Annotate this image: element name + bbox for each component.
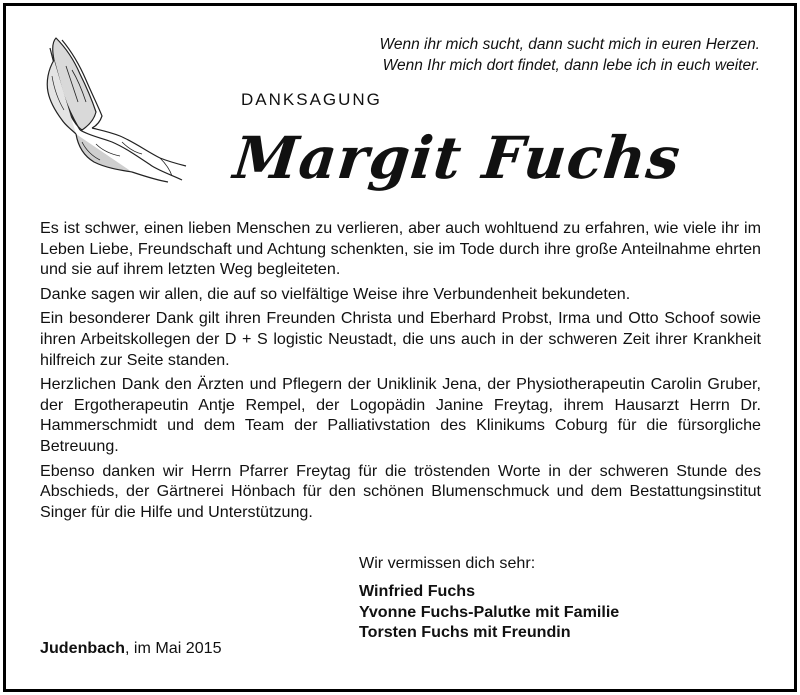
paragraph-2: Danke sagen wir allen, die auf so vielfältige Weise ihre Verbundenheit bekundeten. [40,284,631,303]
heading-danksagung: DANKSAGUNG [241,90,382,109]
motto-line-2: Wenn Ihr mich dort findet, dann lebe ich in euch weiter. [382,57,760,74]
praying-hands-icon [36,30,196,190]
motto-verse [320,34,760,76]
motto-line-1: Wenn ihr mich sucht, dann sucht mich in euren Herzen. [379,36,760,53]
signer-2: Yvonne Fuchs-Palutke mit Familie [359,602,620,621]
signer-3: Torsten Fuchs mit Freundin [359,623,571,642]
place-name: Judenbach [40,639,125,657]
signers-list [359,581,619,643]
signer-1: Winfried Fuchs [359,582,476,600]
place-date [40,639,222,658]
paragraph-1: Es ist schwer, einen lieben Menschen zu verlieren, aber auch wohltuend zu erfahren, wie viele ihr im Leben Liebe, Freundschaft und Achtung schenkten, sie im Tode durch ihre große Anteilnahme ehrten und sie auf ihrem letzten Weg begleiteten. [40,219,761,279]
date-text: , im Mai 2015 [124,639,222,657]
deceased-name: Margit Fuchs [230,124,684,192]
paragraph-4: Herzlichen Dank den Ärzten und Pflegern der Uniklinik Jena, der Physiotherapeutin Carolin Gruber, der Ergotherapeutin Antje Rempel, der Logopädin Janine Freytag, ihrem Hausarzt Herrn Dr. Hammerschmidt und dem Team der Palliativstation des Klinikums Coburg für die fürsorgliche Betreuung. [40,375,761,455]
paragraph-3: Ein besonderer Dank gilt ihren Freunden Christa und Eberhard Probst, Irma und Otto Schoof sowie ihren Arbeitskollegen der D + S logistic Neustadt, die uns auch in der schweren Zeit ihrer Krankheit hilfreich zur Seite standen. [40,309,761,369]
closing-line: Wir vermissen dich sehr: [359,554,536,572]
paragraph-5: Ebenso danken wir Herrn Pfarrer Freytag für die tröstenden Worte in der schweren Stunde des Abschieds, der Gärtnerei Hönbach für den schönen Blumenschmuck und dem Bestattungsinstitut Singer für die Hilfe und Unterstützung. [40,461,761,521]
body-text [40,218,761,526]
